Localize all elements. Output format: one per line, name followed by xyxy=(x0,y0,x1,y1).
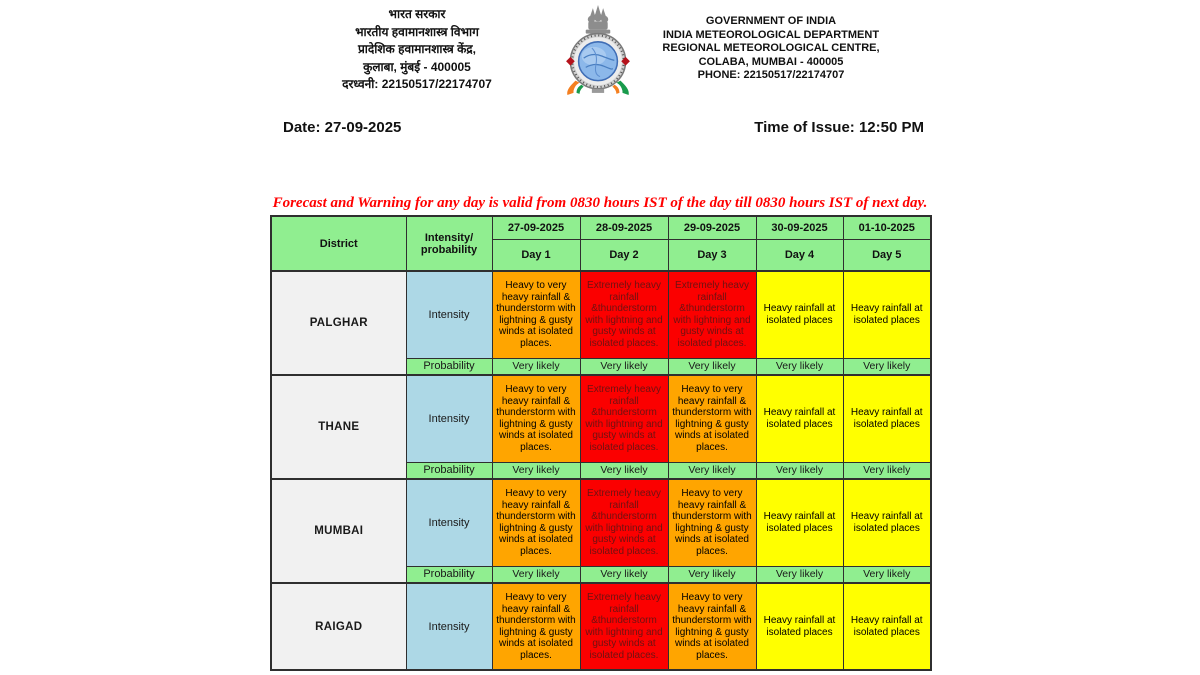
probability-cell: Very likely xyxy=(492,462,580,479)
letterhead-english-line: COLABA, MUMBAI - 400005 xyxy=(698,55,844,68)
probability-cell: Very likely xyxy=(580,358,668,375)
district-name: RAIGAD xyxy=(271,583,406,670)
letterhead-english-line: INDIA METEOROLOGICAL DEPARTMENT xyxy=(662,28,880,41)
forecast-cell: Heavy to very heavy rainfall & thunderstorm with lightning & gusty winds at isolated places. xyxy=(492,583,580,670)
col-header-intensity-probability xyxy=(406,216,492,271)
district-name: PALGHAR xyxy=(271,271,406,375)
letterhead-hindi xyxy=(320,6,514,94)
forecast-cell: Heavy rainfall at isolated places xyxy=(756,479,843,566)
probability-cell: Very likely xyxy=(580,566,668,583)
forecast-table xyxy=(270,215,932,671)
col-header-date-5: 01-10-2025 xyxy=(843,216,931,239)
forecast-cell: Heavy rainfall at isolated places xyxy=(843,375,931,462)
forecast-cell: Heavy to very heavy rainfall & thunderstorm with lightning & gusty winds at isolated places. xyxy=(492,271,580,358)
district-group-palghar xyxy=(271,271,931,375)
col-header-date-3: 29-09-2025 xyxy=(668,216,756,239)
forecast-cell: Heavy to very heavy rainfall & thunderstorm with lightning & gusty winds at isolated places. xyxy=(492,375,580,462)
probability-cell: Very likely xyxy=(492,358,580,375)
forecast-table-header xyxy=(271,216,931,271)
forecast-cell: Heavy to very heavy rainfall & thunderstorm with lightning & gusty winds at isolated places. xyxy=(668,583,756,670)
col-header-day-3: Day 3 xyxy=(668,239,756,271)
letterhead-hindi-line: भारतीय हवामानशास्त्र विभाग xyxy=(355,24,479,39)
forecast-cell: Heavy to very heavy rainfall & thunderstorm with lightning & gusty winds at isolated places. xyxy=(668,479,756,566)
forecast-cell: Heavy rainfall at isolated places xyxy=(756,375,843,462)
header-line: probability xyxy=(420,243,478,256)
district-name: THANE xyxy=(271,375,406,479)
forecast-cell: Extremely heavy rainfall &thunderstorm with lightning and gusty winds at isolated places. xyxy=(580,271,668,358)
col-header-date-2: 28-09-2025 xyxy=(580,216,668,239)
col-header-day-5: Day 5 xyxy=(843,239,931,271)
probability-cell: Very likely xyxy=(580,462,668,479)
letterhead-english-line: GOVERNMENT OF INDIA xyxy=(705,15,837,27)
letterhead-english xyxy=(648,15,894,83)
intensity-row xyxy=(271,271,931,358)
intensity-row xyxy=(271,583,931,670)
col-header-day-4: Day 4 xyxy=(756,239,843,271)
probability-cell: Very likely xyxy=(492,566,580,583)
intensity-row xyxy=(271,375,931,462)
header-line: Intensity/ xyxy=(424,231,474,244)
district-group-raigad xyxy=(271,583,931,670)
col-header-date-4: 30-09-2025 xyxy=(756,216,843,239)
intensity-label: Intensity xyxy=(406,271,492,358)
emblem-base xyxy=(592,89,604,93)
probability-cell: Very likely xyxy=(756,358,843,375)
letterhead-hindi-line: प्रादेशिक हवामानशास्त्र केंद्र, xyxy=(357,42,477,56)
intensity-label: Intensity xyxy=(406,583,492,670)
district-group-thane xyxy=(271,375,931,479)
letterhead-english-line: REGIONAL METEOROLOGICAL CENTRE, xyxy=(662,42,880,54)
ashoka-lion-capital-icon xyxy=(586,5,611,37)
probability-label: Probability xyxy=(406,566,492,583)
forecast-cell: Extremely heavy rainfall &thunderstorm with lightning and gusty winds at isolated places. xyxy=(580,375,668,462)
forecast-cell: Heavy rainfall at isolated places xyxy=(756,583,843,670)
forecast-cell: Extremely heavy rainfall &thunderstorm with lightning and gusty winds at isolated places. xyxy=(580,479,668,566)
letterhead-hindi-line: दरध्वनी: 22150517/22174707 xyxy=(342,77,492,91)
probability-cell: Very likely xyxy=(843,358,931,375)
letterhead-english-line: PHONE: 22150517/22174707 xyxy=(697,69,845,81)
probability-cell: Very likely xyxy=(668,462,756,479)
emblem-globe xyxy=(579,42,618,81)
forecast-cell: Heavy to very heavy rainfall & thunderstorm with lightning & gusty winds at isolated places. xyxy=(492,479,580,566)
probability-cell: Very likely xyxy=(668,358,756,375)
probability-cell: Very likely xyxy=(843,462,931,479)
col-header-day-1: Day 1 xyxy=(492,239,580,271)
intensity-row xyxy=(271,479,931,566)
forecast-cell: Extremely heavy rainfall &thunderstorm with lightning and gusty winds at isolated places. xyxy=(580,583,668,670)
intensity-label: Intensity xyxy=(406,375,492,462)
letterhead-hindi-line: कुलाबा, मुंबई - 400005 xyxy=(363,59,471,74)
issue-time: Time of Issue: 12:50 PM xyxy=(754,119,924,136)
forecast-cell: Heavy rainfall at isolated places xyxy=(843,479,931,566)
forecast-cell: Heavy rainfall at isolated places xyxy=(756,271,843,358)
probability-label: Probability xyxy=(406,462,492,479)
forecast-cell: Extremely heavy rainfall &thunderstorm with lightning and gusty winds at isolated places. xyxy=(668,271,756,358)
validity-notice: Forecast and Warning for any day is valid from 0830 hours IST of the day till 0830 hours IST of next day. xyxy=(272,195,928,211)
probability-cell: Very likely xyxy=(668,566,756,583)
col-header-date-1: 27-09-2025 xyxy=(492,216,580,239)
imd-emblem-logo xyxy=(560,3,636,97)
issue-date: Date: 27-09-2025 xyxy=(283,119,402,136)
probability-cell: Very likely xyxy=(756,462,843,479)
district-name: MUMBAI xyxy=(271,479,406,583)
forecast-cell: Heavy to very heavy rainfall & thunderstorm with lightning & gusty winds at isolated places. xyxy=(668,375,756,462)
forecast-cell: Heavy rainfall at isolated places xyxy=(843,583,931,670)
col-header-district: District xyxy=(271,216,406,271)
col-header-day-2: Day 2 xyxy=(580,239,668,271)
district-group-mumbai xyxy=(271,479,931,583)
intensity-label: Intensity xyxy=(406,479,492,566)
probability-cell: Very likely xyxy=(843,566,931,583)
header-date-row xyxy=(271,216,931,239)
probability-cell: Very likely xyxy=(756,566,843,583)
probability-label: Probability xyxy=(406,358,492,375)
forecast-cell: Heavy rainfall at isolated places xyxy=(843,271,931,358)
letterhead-hindi-line: भारत सरकार xyxy=(388,7,446,21)
